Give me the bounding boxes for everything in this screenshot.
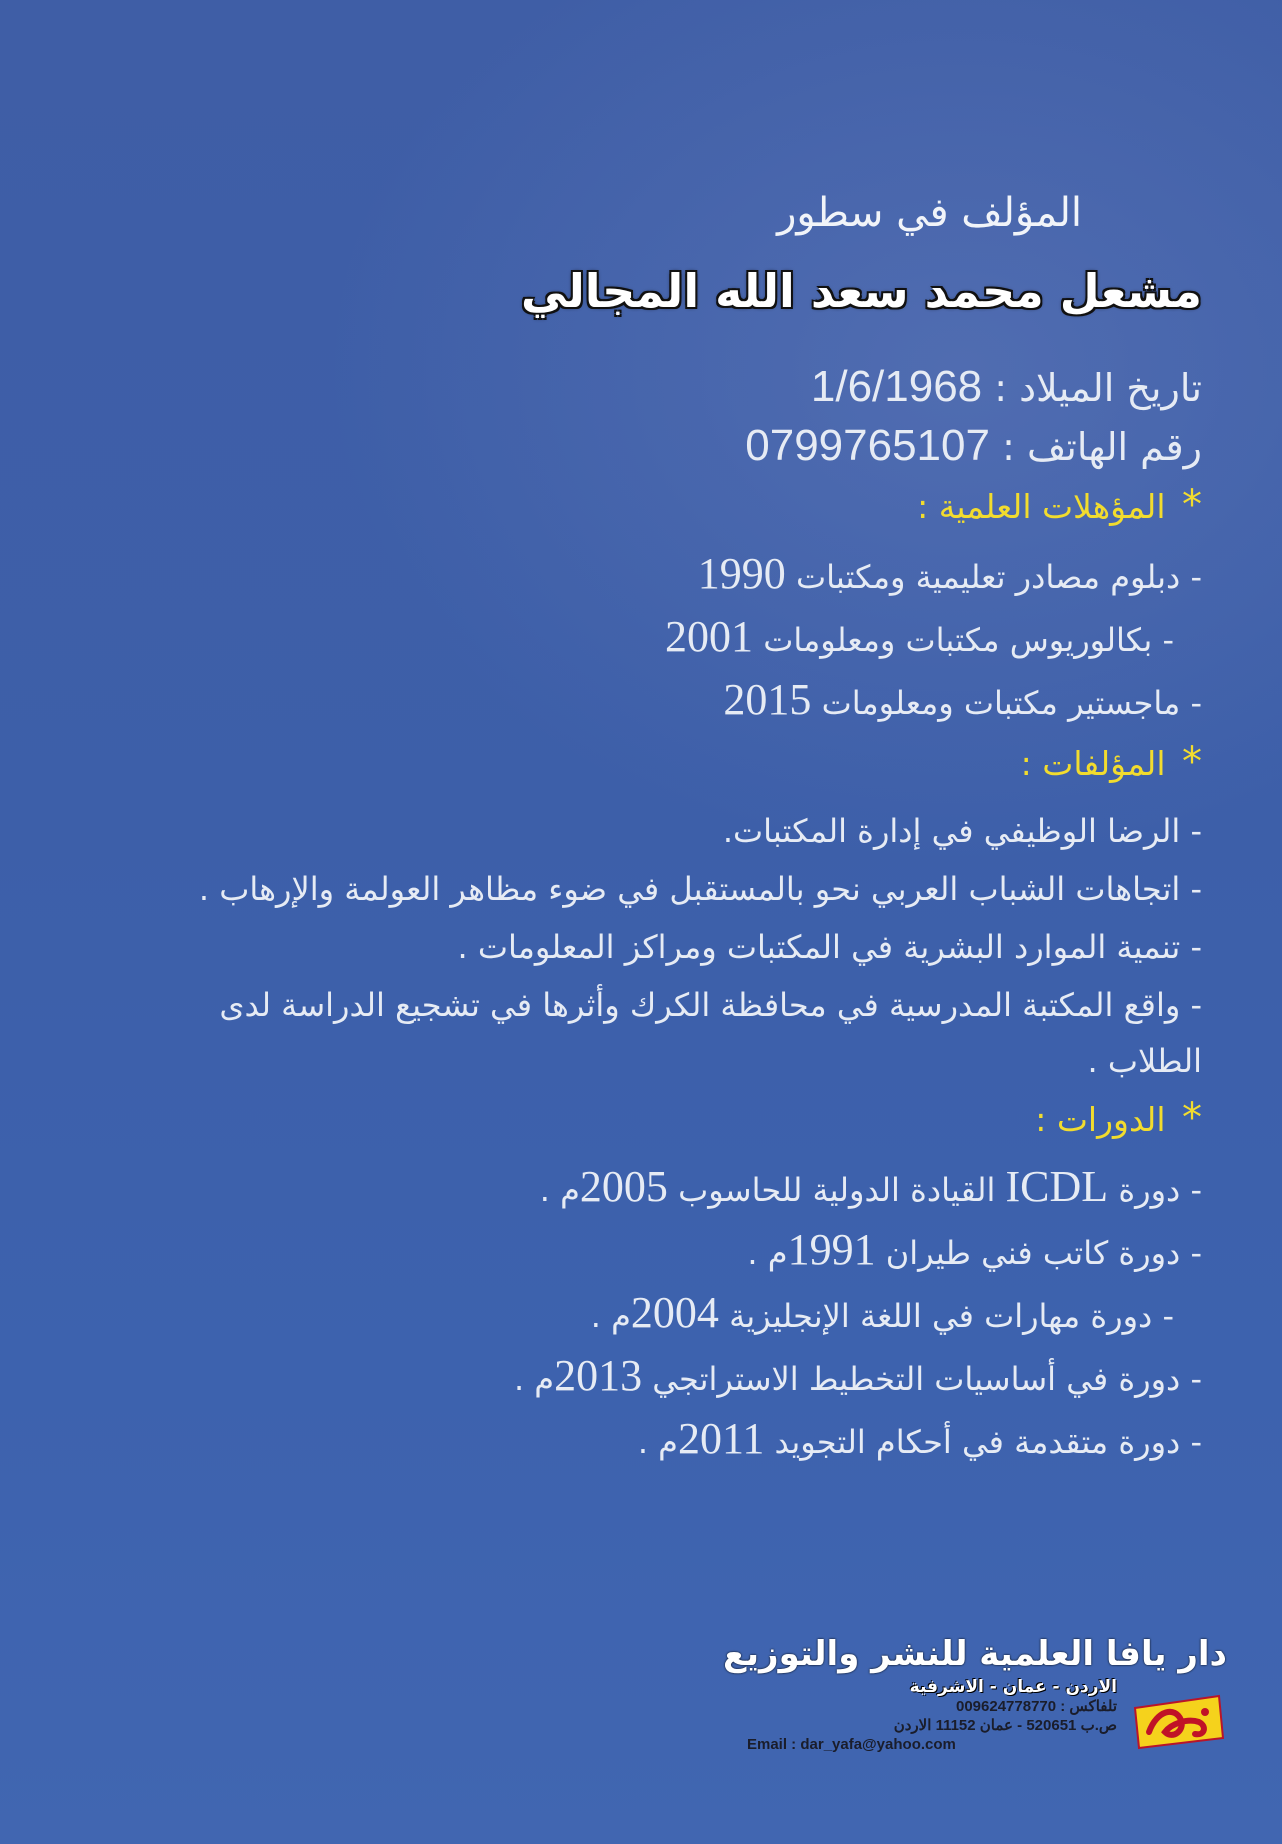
phone-label: رقم الهاتف : xyxy=(1002,425,1202,469)
qualification-item: - ماجستير مكتبات ومعلومات 2015 xyxy=(723,675,1202,724)
publisher-details xyxy=(707,1678,1227,1754)
course-item: - دورة مهارات في اللغة الإنجليزية 2004م . xyxy=(590,1288,1174,1337)
publication-item: - تنمية الموارد البشرية في المكتبات ومراكز المعلومات . xyxy=(457,928,1202,966)
publications-title: * المؤلفات : xyxy=(1020,739,1202,785)
asterisk-icon: * xyxy=(1182,739,1202,785)
courses-title: * الدورات : xyxy=(1035,1095,1202,1141)
publisher-city: الاردن - عمان - الاشرفية xyxy=(909,1677,1117,1697)
publisher-fax: تلفاكس : 009624778770 xyxy=(955,1698,1117,1715)
course-item: - دورة كاتب فني طيران 1991م . xyxy=(747,1225,1202,1274)
qualification-item: - بكالوريوس مكتبات ومعلومات 2001 xyxy=(665,612,1174,661)
phone-line xyxy=(122,417,1202,476)
publisher-email: Email : dar_yafa@yahoo.com xyxy=(747,1736,956,1753)
author-bio xyxy=(122,190,1202,1472)
publication-item: - اتجاهات الشباب العربي نحو بالمستقبل في ضوء مظاهر العولمة والإرهاب . xyxy=(198,870,1202,908)
publisher-name: دار يافا العلمية للنشر والتوزيع xyxy=(723,1634,1227,1674)
publisher-po-box: ص.ب 520651 - عمان 11152 الاردن xyxy=(893,1717,1117,1734)
asterisk-icon: * xyxy=(1182,1095,1202,1141)
course-item: - دورة متقدمة في أحكام التجويد 2011م . xyxy=(637,1414,1202,1463)
course-item: - دورة ICDL القيادة الدولية للحاسوب 2005م . xyxy=(539,1162,1202,1211)
birth-date-line xyxy=(122,358,1202,417)
publisher-logo-icon xyxy=(1127,1688,1227,1754)
asterisk-icon: * xyxy=(1182,482,1202,528)
birth-date-label: تاريخ الميلاد : xyxy=(994,366,1202,410)
publisher-block xyxy=(707,1634,1227,1754)
publication-item: - الرضا الوظيفي في إدارة المكتبات. xyxy=(722,812,1202,850)
phone-value: 0799765107 xyxy=(745,421,990,470)
qualification-item: - دبلوم مصادر تعليمية ومكتبات 1990 xyxy=(697,549,1202,598)
course-item: - دورة في أساسيات التخطيط الاستراتجي 2013م . xyxy=(513,1351,1202,1400)
publication-item: - واقع المكتبة المدرسية في محافظة الكرك وأثرها في تشجيع الدراسة لدى الطلاب . xyxy=(219,986,1202,1080)
author-name: مشعل محمد سعد الله المجالي xyxy=(520,264,1202,318)
birth-date-value: 1/6/1968 xyxy=(810,362,983,411)
qualifications-title: * المؤهلات العلمية : xyxy=(917,482,1202,528)
bio-heading: المؤلف في سطور xyxy=(777,190,1082,236)
